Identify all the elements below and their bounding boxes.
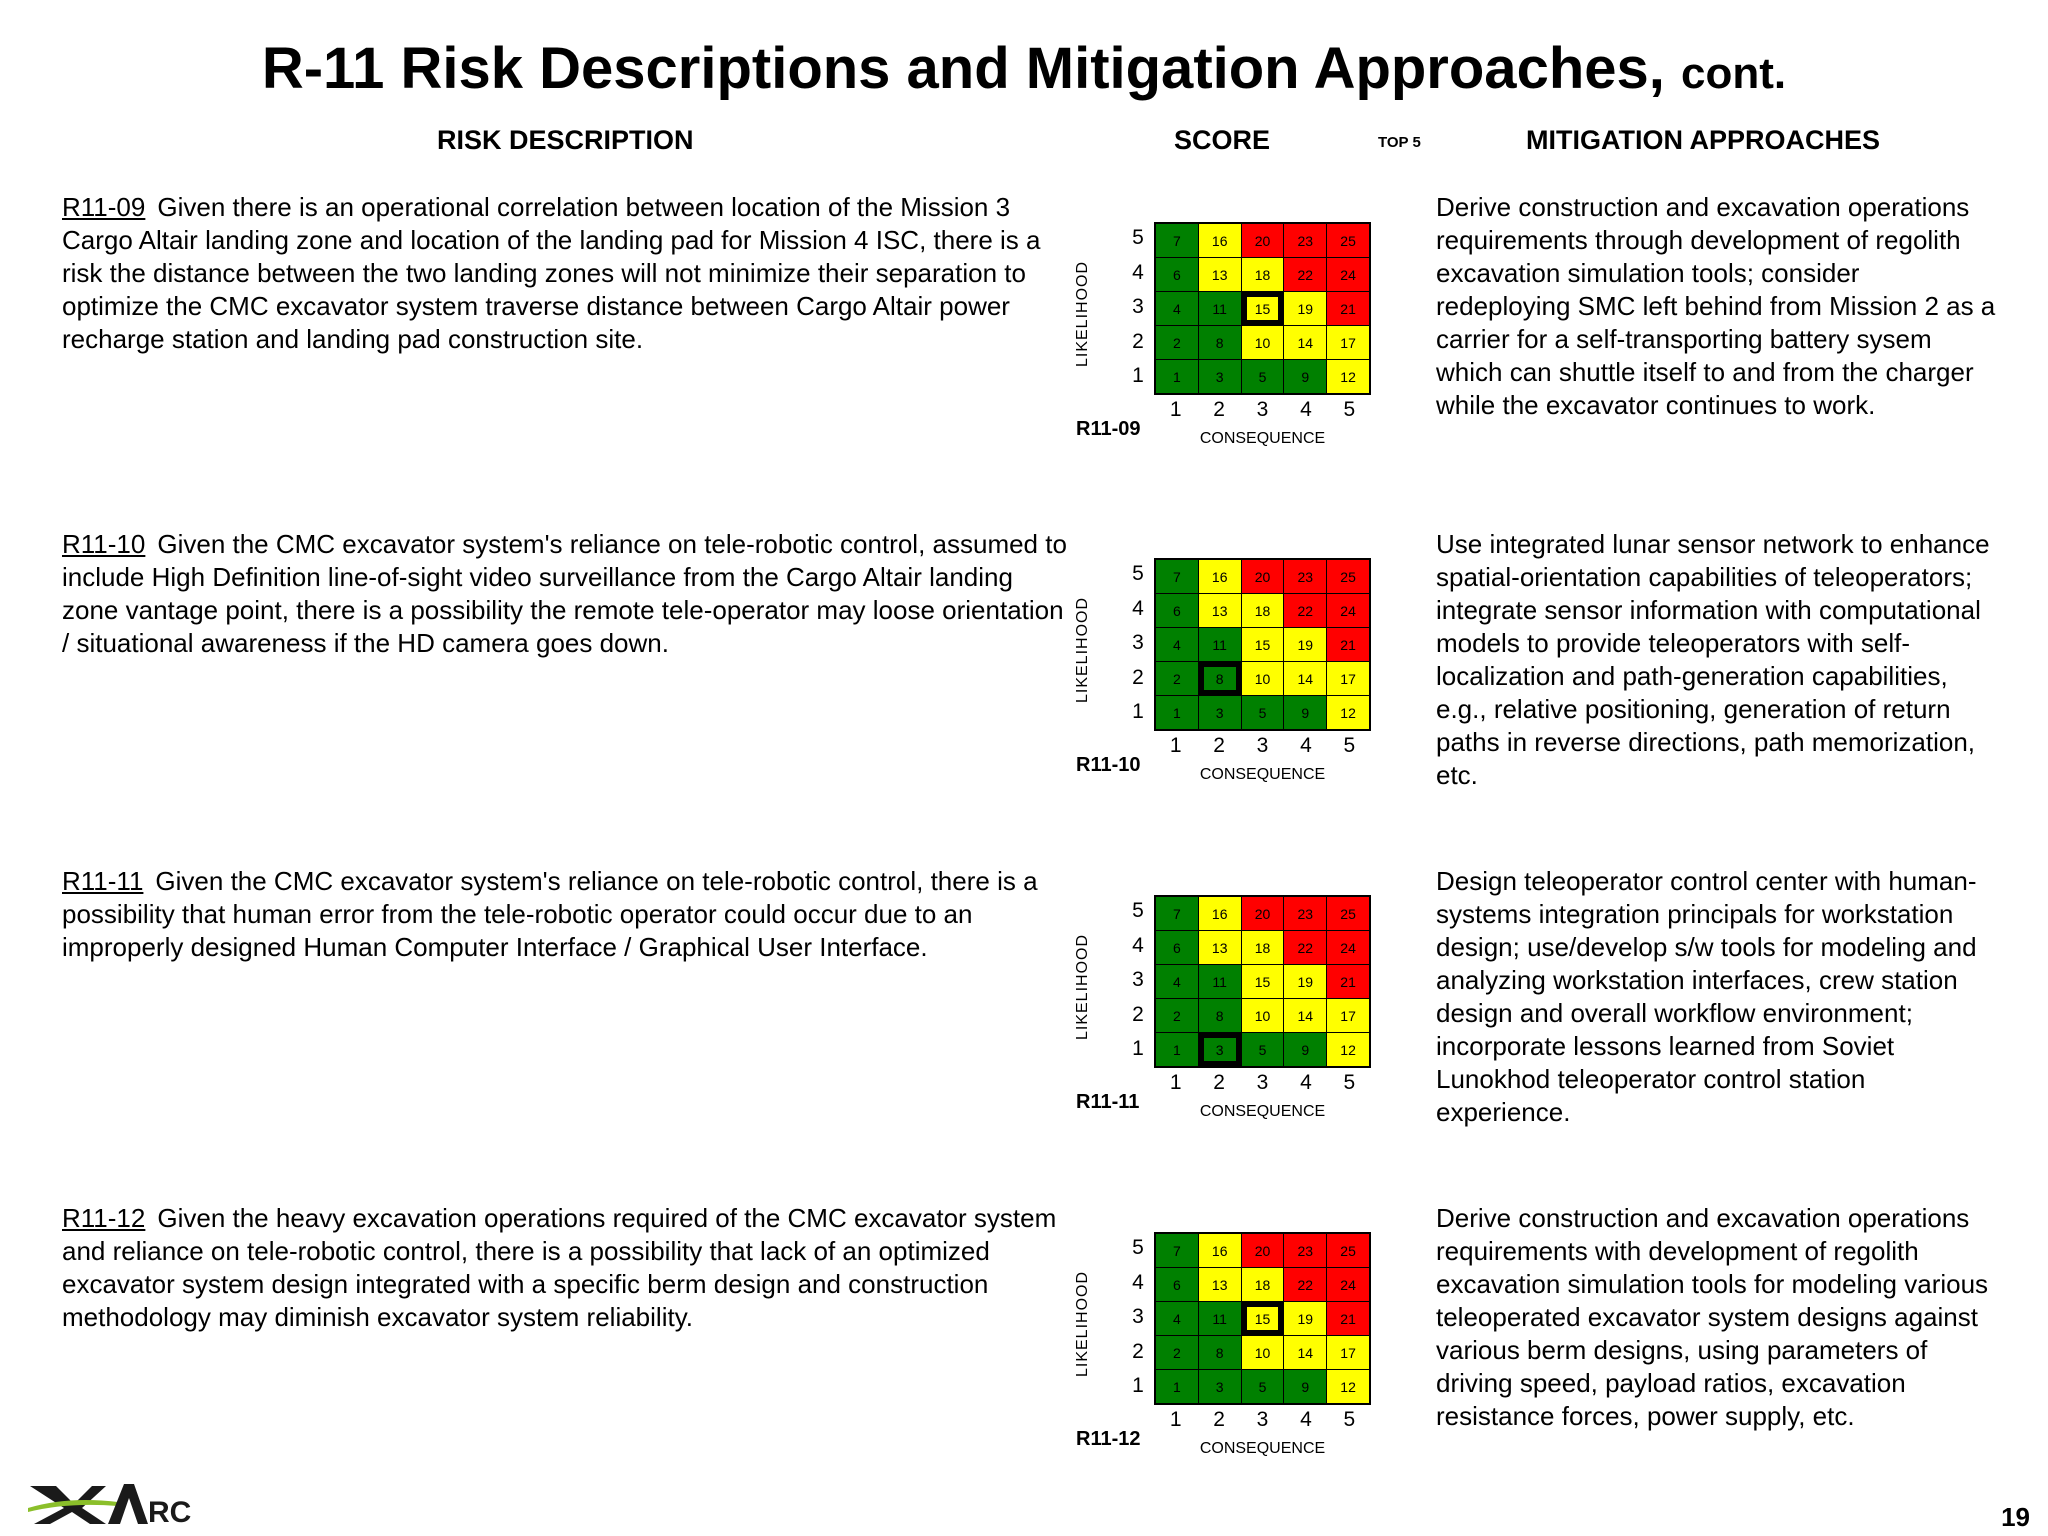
matrix-cell: 9 [1284,360,1326,393]
consequence-tick: 5 [1343,1408,1356,1431]
consequence-tick: 4 [1300,1071,1312,1094]
matrix-cell: 13 [1199,594,1241,627]
risk-grid [1154,895,1371,1068]
matrix-cell: 4 [1156,1302,1198,1335]
matrix-cell: 9 [1284,1370,1326,1403]
matrix-cell: 11 [1199,1302,1241,1335]
matrix-cell: 20 [1242,560,1284,593]
consequence-tick: 4 [1300,1408,1312,1431]
matrix-cell: 8 [1199,662,1241,695]
title-main: R-11 Risk Descriptions and Mitigation Approaches, [261,36,1665,101]
consequence-axis-label: CONSEQUENCE [1199,430,1326,447]
risk-description [62,191,1072,356]
mitigation-text: Design teleoperator control center with human-systems integration principals for workstation design; use/develop s/w tools for modeling and analyzing workstation interfaces, crew station design and overall workflow environment; incorporate lessons learned from Soviet Lunokhod teleoperator control station experience. [1436,866,1977,1127]
matrix-cell: 3 [1199,696,1241,729]
matrix-cell: 5 [1242,360,1284,393]
risk-matrix [1070,558,1390,803]
matrix-cell: 16 [1199,897,1241,930]
matrix-cell: 4 [1156,965,1198,998]
matrix-cell: 15 [1242,1302,1284,1335]
matrix-cell: 5 [1242,696,1284,729]
matrix-cell: 24 [1327,1268,1369,1301]
consequence-tick: 1 [1169,1408,1182,1431]
likelihood-tick: 3 [1132,295,1144,319]
matrix-cell: 9 [1284,1033,1326,1066]
title-cont: cont. [1681,49,1787,98]
likelihood-tick: 1 [1132,700,1144,724]
matrix-cell: 25 [1327,1234,1369,1267]
matrix-cell: 19 [1284,292,1326,325]
matrix-cell: 25 [1327,224,1369,257]
matrix-cell: 14 [1284,662,1326,695]
risk-id: R11-09 [62,192,146,222]
matrix-cell: 18 [1242,931,1284,964]
matrix-cell: 22 [1284,594,1326,627]
matrix-cell: 21 [1327,1302,1369,1335]
matrix-cell: 10 [1242,326,1284,359]
matrix-cell: 6 [1156,258,1198,291]
likelihood-tick: 1 [1132,1037,1144,1061]
matrix-cell: 2 [1156,1336,1198,1369]
matrix-cell: 19 [1284,628,1326,661]
matrix-cell: 24 [1327,931,1369,964]
likelihood-label-text: LIKELIHOOD [1074,933,1091,1040]
consequence-tick: 3 [1256,1408,1269,1431]
matrix-risk-id: R11-10 [1076,754,1141,776]
matrix-cell: 7 [1156,560,1198,593]
risk-text: Given the heavy excavation operations required of the CMC excavator system and reliance on tele-robotic control, there is a possibility that lack of an optimized excavator system design integrated with a specific berm design and construction methodology may diminish excavator system reliability. [62,1203,1057,1332]
matrix-cell: 6 [1156,931,1198,964]
risk-id: R11-11 [62,866,144,896]
consequence-axis-label: CONSEQUENCE [1199,766,1326,783]
consequence-ticks [1154,1408,1371,1432]
matrix-cell: 3 [1199,1370,1241,1403]
matrix-cell: 22 [1284,931,1326,964]
matrix-cell: 18 [1242,1268,1284,1301]
risk-text: Given there is an operational correlation between location of the Mission 3 Cargo Altair landing zone and location of the landing pad for Mission 4 ISC, there is a risk the distance between the two landing zones will not minimize their separation to optimize the CMC excavator system traverse distance between Cargo Altair power recharge station and landing pad construction site. [62,192,1041,354]
matrix-risk-id: R11-12 [1076,1428,1141,1450]
consequence-ticks [1154,734,1371,758]
risk-matrix [1070,222,1390,467]
likelihood-tick: 1 [1132,364,1144,388]
matrix-cell: 9 [1284,696,1326,729]
matrix-cell: 22 [1284,258,1326,291]
matrix-cell: 3 [1199,360,1241,393]
likelihood-tick: 3 [1132,631,1144,655]
matrix-cell: 23 [1284,1234,1326,1267]
risk-id: R11-12 [62,1203,146,1233]
consequence-tick: 3 [1256,398,1269,421]
risk-description [62,528,1072,660]
matrix-cell: 16 [1199,560,1241,593]
consequence-tick: 5 [1343,734,1356,757]
matrix-cell: 21 [1327,628,1369,661]
top5-header: TOP 5 [1378,134,1421,151]
likelihood-tick: 3 [1132,1305,1144,1329]
consequence-axis-label: CONSEQUENCE [1199,1440,1326,1457]
matrix-cell: 5 [1242,1370,1284,1403]
matrix-risk-id: R11-11 [1076,1091,1140,1113]
consequence-ticks [1154,1071,1371,1095]
matrix-cell: 15 [1242,965,1284,998]
consequence-tick: 1 [1169,398,1182,421]
consequence-tick: 2 [1213,1071,1225,1094]
mitigation-text: Derive construction and excavation operations requirements through development of regolith excavation simulation tools; consider redeploying SMC left behind from Mission 2 as a carrier for a self-transporting battery sysem which can shuttle itself to and from the charger while the excavator continues to work. [1436,192,1996,420]
likelihood-tick: 5 [1132,562,1144,585]
consequence-ticks [1154,398,1371,422]
matrix-cell: 10 [1242,999,1284,1032]
matrix-cell: 11 [1199,965,1241,998]
consequence-tick: 3 [1256,1071,1269,1094]
risk-text: Given the CMC excavator system's reliance on tele-robotic control, there is a possibility that human error from the tele-robotic operator could occur due to an improperly designed Human Computer Interface / Graphical User Interface. [62,866,1038,962]
matrix-cell: 10 [1242,662,1284,695]
risk-grid [1154,558,1371,731]
likelihood-tick: 4 [1132,1270,1144,1294]
matrix-cell: 1 [1156,696,1198,729]
matrix-cell: 23 [1284,897,1326,930]
matrix-cell: 11 [1199,292,1241,325]
matrix-cell: 21 [1327,292,1369,325]
matrix-cell: 22 [1284,1268,1326,1301]
matrix-cell: 18 [1242,594,1284,627]
likelihood-tick: 2 [1132,329,1144,353]
consequence-tick: 4 [1300,734,1312,757]
matrix-cell: 25 [1327,897,1369,930]
mitigation-text: Derive construction and excavation operations requirements with development of regolith excavation simulation tools for modeling various teleoperated excavator system designs against various berm designs, using parameters of driving speed, payload ratios, excavation resistance forces, power supply, etc. [1436,1203,1989,1431]
matrix-cell: 24 [1327,258,1369,291]
matrix-cell: 16 [1199,224,1241,257]
likelihood-tick: 5 [1132,226,1144,249]
consequence-tick: 1 [1169,1071,1182,1094]
matrix-cell: 4 [1156,628,1198,661]
mitigation-header: MITIGATION APPROACHES [1526,125,1881,155]
likelihood-tick: 5 [1132,899,1144,922]
matrix-cell: 20 [1242,224,1284,257]
matrix-cell: 11 [1199,628,1241,661]
matrix-cell: 14 [1284,326,1326,359]
matrix-cell: 1 [1156,1033,1198,1066]
matrix-cell: 17 [1327,999,1369,1032]
likelihood-tick: 1 [1132,1374,1144,1398]
matrix-cell: 13 [1199,931,1241,964]
matrix-cell: 8 [1199,1336,1241,1369]
matrix-cell: 23 [1284,224,1326,257]
consequence-tick: 5 [1343,1071,1356,1094]
xarc-logo [28,1478,198,1528]
matrix-cell: 23 [1284,560,1326,593]
matrix-cell: 13 [1199,258,1241,291]
likelihood-label-text: LIKELIHOOD [1074,260,1091,367]
matrix-cell: 6 [1156,594,1198,627]
matrix-risk-id: R11-09 [1076,418,1141,440]
matrix-cell: 14 [1284,999,1326,1032]
consequence-tick: 1 [1169,734,1182,757]
risk-description [62,1202,1072,1334]
risk-matrix [1070,895,1390,1140]
likelihood-tick: 4 [1132,260,1144,284]
matrix-cell: 12 [1327,696,1369,729]
svg-text:RC: RC [148,1496,192,1528]
matrix-cell: 24 [1327,594,1369,627]
likelihood-label-text: LIKELIHOOD [1074,596,1091,703]
risk-description [62,865,1072,964]
matrix-cell: 14 [1284,1336,1326,1369]
consequence-tick: 2 [1213,734,1225,757]
matrix-cell: 20 [1242,897,1284,930]
matrix-cell: 4 [1156,292,1198,325]
matrix-cell: 1 [1156,1370,1198,1403]
risk-matrix [1070,1232,1390,1477]
likelihood-tick: 5 [1132,1236,1144,1259]
matrix-cell: 1 [1156,360,1198,393]
matrix-cell: 7 [1156,897,1198,930]
matrix-cell: 19 [1284,965,1326,998]
likelihood-tick: 4 [1132,933,1144,957]
matrix-cell: 21 [1327,965,1369,998]
risk-text: Given the CMC excavator system's reliance on tele-robotic control, assumed to include High Definition line-of-sight video surveillance from the Cargo Altair landing zone vantage point, there is a possibility the remote tele-operator may loose orientation / situational awareness if the HD camera goes down. [62,529,1067,658]
score-header: SCORE [1174,125,1271,155]
matrix-cell: 16 [1199,1234,1241,1267]
matrix-cell: 13 [1199,1268,1241,1301]
matrix-cell: 12 [1327,360,1369,393]
page-title [0,34,2048,109]
matrix-cell: 12 [1327,1033,1369,1066]
consequence-tick: 5 [1343,398,1356,421]
consequence-tick: 4 [1300,398,1312,421]
likelihood-tick: 3 [1132,968,1144,992]
consequence-tick: 3 [1256,734,1269,757]
risk-grid [1154,1232,1371,1405]
matrix-cell: 12 [1327,1370,1369,1403]
matrix-cell: 25 [1327,560,1369,593]
likelihood-label-text: LIKELIHOOD [1074,1270,1091,1377]
matrix-cell: 5 [1242,1033,1284,1066]
matrix-cell: 2 [1156,999,1198,1032]
matrix-cell: 10 [1242,1336,1284,1369]
likelihood-tick: 2 [1132,665,1144,689]
consequence-tick: 2 [1213,1408,1225,1431]
matrix-cell: 15 [1242,628,1284,661]
matrix-cell: 19 [1284,1302,1326,1335]
matrix-cell: 3 [1199,1033,1241,1066]
matrix-cell: 20 [1242,1234,1284,1267]
matrix-cell: 17 [1327,662,1369,695]
risk-description-header: RISK DESCRIPTION [437,125,694,155]
matrix-cell: 17 [1327,1336,1369,1369]
matrix-cell: 7 [1156,224,1198,257]
matrix-cell: 2 [1156,326,1198,359]
matrix-cell: 18 [1242,258,1284,291]
likelihood-tick: 4 [1132,596,1144,620]
mitigation-text: Use integrated lunar sensor network to enhance spatial-orientation capabilities of teleoperators; integrate sensor information with computational models to provide teleoperators with self-localization and path-generation capabilities, e.g., relative positioning, generation of return paths in reverse directions, path memorization, etc. [1436,529,1990,790]
page-number: 19 [2001,1502,2030,1532]
likelihood-tick: 2 [1132,1002,1144,1026]
risk-grid [1154,222,1371,395]
consequence-tick: 2 [1213,398,1225,421]
matrix-cell: 17 [1327,326,1369,359]
consequence-axis-label: CONSEQUENCE [1199,1103,1326,1120]
matrix-cell: 8 [1199,999,1241,1032]
risk-id: R11-10 [62,529,146,559]
matrix-cell: 2 [1156,662,1198,695]
matrix-cell: 15 [1242,292,1284,325]
matrix-cell: 6 [1156,1268,1198,1301]
matrix-cell: 7 [1156,1234,1198,1267]
matrix-cell: 8 [1199,326,1241,359]
likelihood-tick: 2 [1132,1339,1144,1363]
